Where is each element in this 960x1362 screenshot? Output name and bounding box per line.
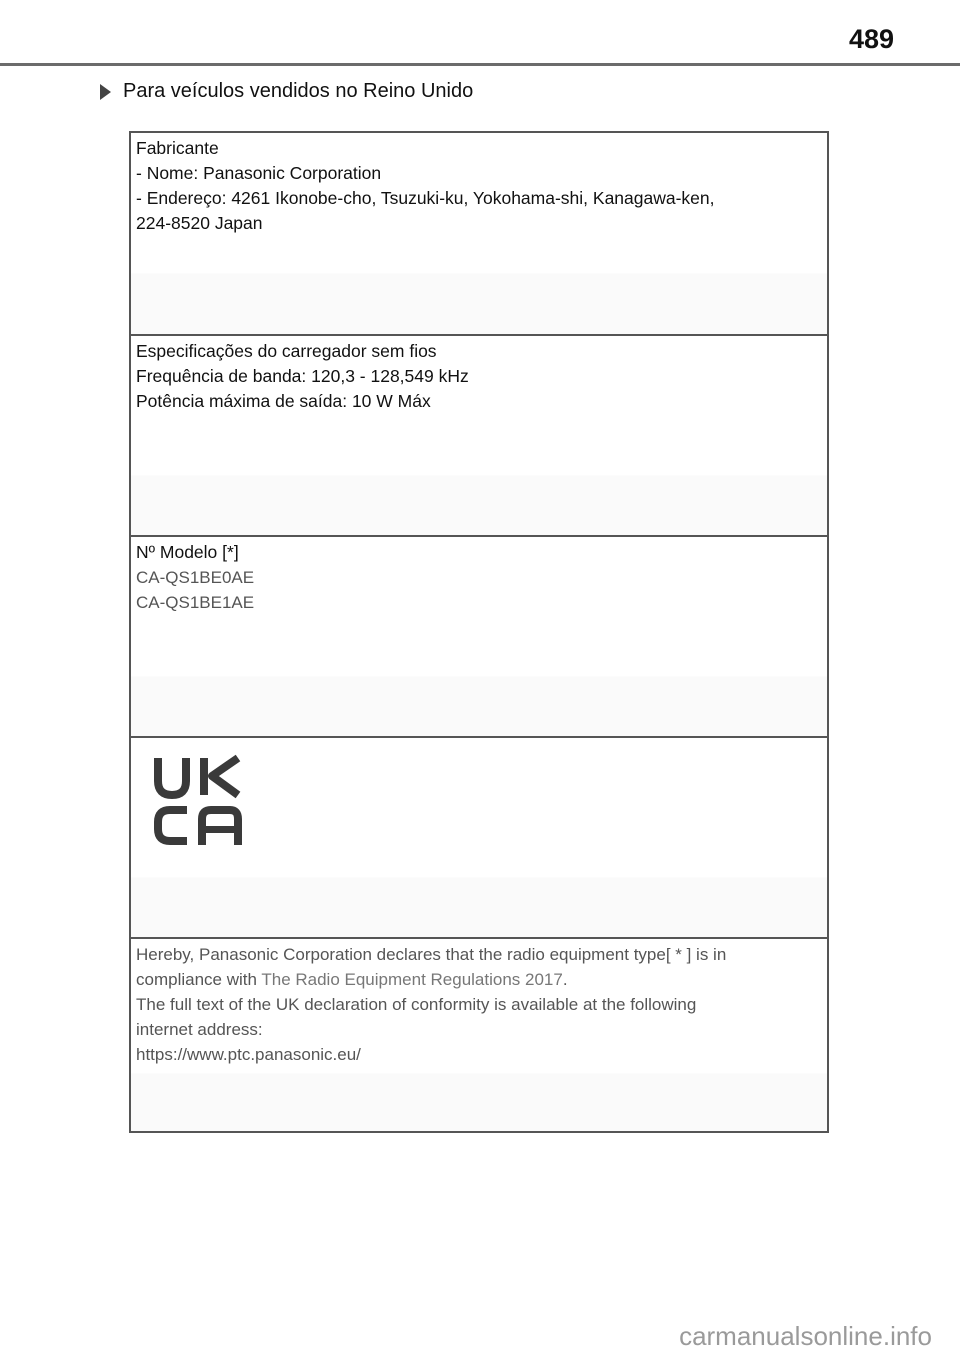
declaration-line-2: [136, 967, 821, 992]
watermark-text: carmanualsonline.info: [679, 1321, 932, 1351]
declaration-line-4: internet address:: [136, 1020, 263, 1039]
specs-frequency: Frequência de banda: 120,3 - 128,549 kHz: [136, 366, 469, 386]
model-number: CA-QS1BE0AE: [136, 568, 255, 587]
regulation-name: The Radio Equipment Regulations 2017: [261, 970, 563, 989]
model-title: Nº Modelo [*]: [136, 542, 239, 562]
declaration-line-2-prefix: compliance with: [136, 970, 262, 989]
manufacturer-name: - Nome: Panasonic Corporation: [136, 163, 382, 183]
manufacturer-title: Fabricante: [136, 138, 219, 158]
manufacturer-address-line-1: - Endereço: 4261 Ikonobe-cho, Tsuzuki-ku, Yokohama-shi, Kanagawa-ken,: [136, 188, 715, 208]
section-heading: [100, 80, 473, 103]
manufacturer-cell: [131, 133, 827, 336]
declaration-line-3: The full text of the UK declaration of conformity is available at the following: [136, 995, 697, 1014]
specs-cell: [131, 336, 827, 537]
bullet-triangle-icon: [100, 84, 111, 100]
model-cell: [131, 537, 827, 738]
declaration-url: https://www.ptc.panasonic.eu/: [136, 1045, 361, 1064]
declaration-line-2-suffix: .: [562, 970, 568, 989]
page-number: 489: [848, 24, 894, 54]
section-heading-text: Para veículos vendidos no Reino Unido: [123, 80, 474, 102]
declaration-line-1: Hereby, Panasonic Corporation declares that the radio equipment type[ * ] is in: [136, 945, 727, 964]
declaration-table: [129, 131, 829, 1133]
specs-power: Potência máxima de saída: 10 W Máx: [136, 391, 431, 411]
declaration-cell: [131, 939, 827, 1131]
ukca-cell: [131, 738, 827, 939]
manufacturer-address-line-2: 224-8520 Japan: [136, 213, 263, 233]
specs-title: Especificações do carregador sem fios: [136, 341, 437, 361]
model-number: CA-QS1BE1AE: [136, 593, 255, 612]
header-divider: [0, 63, 960, 66]
ukca-mark-logo: [151, 754, 251, 854]
